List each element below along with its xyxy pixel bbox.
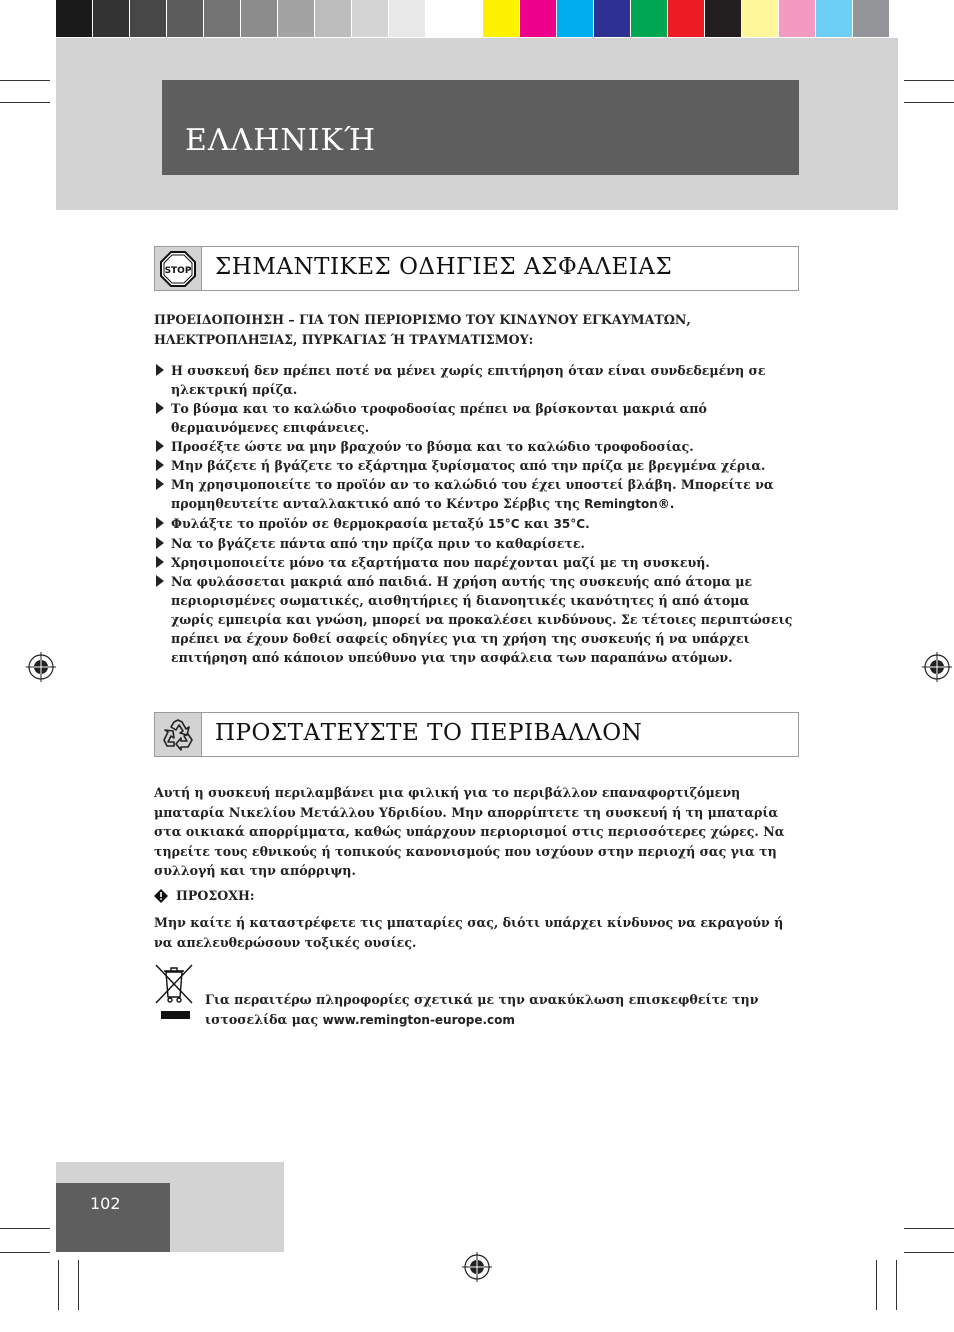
- color-swatch: [315, 0, 352, 37]
- color-swatch: [483, 0, 520, 37]
- color-swatch: [241, 0, 278, 37]
- stop-icon-cell: [155, 247, 202, 290]
- crop-mark: [904, 80, 954, 81]
- page-title: ΕΛΛΗΝΙΚΉ: [185, 123, 377, 158]
- stop-sign-icon: [160, 251, 196, 287]
- list-item: Χρησιμοποιείτε μόνο τα εξαρτήματα που παρέχονται μαζί με τη συσκευή.: [154, 553, 794, 572]
- page-number: 102: [90, 1194, 121, 1213]
- color-swatch: [167, 0, 204, 37]
- crop-mark: [58, 1260, 59, 1310]
- caution-heading: [154, 888, 255, 903]
- color-swatch: [668, 0, 705, 37]
- list-item: Μην βάζετε ή βγάζετε το εξάρτημα ξυρίσματος από την πρίζα με βρεγμένα χέρια.: [154, 456, 794, 475]
- list-item: Το βύσμα και το καλώδιο τροφοδοσίας πρέπει να βρίσκονται μακριά από θερμαινόμενες επιφάνειες.: [154, 399, 794, 437]
- crop-mark: [904, 1228, 954, 1229]
- color-swatch: [56, 0, 93, 37]
- caution-text: Μην καίτε ή καταστρέφετε τις μπαταρίες σας, διότι υπάρχει κίνδυνος να εκραγούν ή να απελευθερώσουν τοξικές ουσίες.: [154, 915, 784, 950]
- crop-mark: [0, 102, 50, 103]
- color-swatch: [426, 0, 463, 37]
- color-swatch: [705, 0, 742, 37]
- brand-name: Remington®.: [584, 497, 675, 511]
- crop-mark: [876, 1260, 877, 1310]
- crop-mark: [78, 1260, 79, 1310]
- crossed-out-bin-icon: [155, 963, 193, 1005]
- color-swatch: [557, 0, 594, 37]
- safety-instructions-list: [154, 361, 794, 667]
- color-swatch: [631, 0, 668, 37]
- caution-diamond-icon: [154, 889, 168, 903]
- color-swatch: [389, 0, 426, 37]
- list-item: Να φυλάσσεται μακριά από παιδιά. Η χρήση αυτής της συσκευής από άτομα με περιορισμένες σωματικές, αισθητήριες ή διανοητικές ικανότητες ή από άτομα χωρίς εμπειρία και γνώση, μπορεί να προκαλέσει κινδύνους. Σε τέτοιες περιπτώσεις πρέπει να έχουν δοθεί σαφείς οδηγίες για τη χρήση της συσκευής ή να υπάρχει επιτήρηση από κάποιον υπεύθυνο για την ασφάλεια των παραπάνω ατόμων.: [154, 572, 794, 667]
- list-item: Να το βγάζετε πάντα από την πρίζα πριν το καθαρίσετε.: [154, 534, 794, 553]
- list-item: Φυλάξτε το προϊόν σε θερμοκρασία μεταξύ 15°C και 35°C.: [154, 514, 794, 534]
- list-item: Προσέξτε ώστε να μην βραχούν το βύσμα και το καλώδιο τροφοδοσίας.: [154, 437, 794, 456]
- list-item: Η συσκευή δεν πρέπει ποτέ να μένει χωρίς επιτήρηση όταν είναι συνδεδεμένη σε ηλεκτρική πρίζα.: [154, 361, 794, 399]
- color-swatch: [742, 0, 779, 37]
- color-swatch: [520, 0, 557, 37]
- recycle-note: Για περαιτέρω πληροφορίες σχετικά με την ανακύκλωση επισκεφθείτε την ιστοσελίδα μας www.remington-europe.com: [205, 992, 759, 1027]
- environment-text: Αυτή η συσκευή περιλαμβάνει μια φιλική για το περιβάλλον επαναφορτιζόμενη μπαταρία Νικελίου Μετάλλου Υδριδίου. Μην απορρίπτετε τη συσκευή ή τη μπαταρία στα οικιακά απορρίμματα, καθώς υπάρχουν περιορισμοί στις περισσότερες χώρες. Να τηρείτε τους εθνικούς ή τοπικούς κανονισμούς που ισχύουν στην περιοχή σας για τη συλλογή και την απόρριψη.: [154, 785, 785, 878]
- color-swatch: [352, 0, 389, 37]
- temp-high: 35°C.: [553, 517, 590, 531]
- website-link[interactable]: www.remington-europe.com: [322, 1012, 515, 1027]
- color-swatch: [130, 0, 167, 37]
- color-swatch: [594, 0, 631, 37]
- crop-mark: [904, 102, 954, 103]
- temp-low: 15°C: [488, 517, 520, 531]
- color-swatch: [278, 0, 315, 37]
- crop-mark: [896, 1260, 897, 1310]
- caution-label: ΠΡΟΣΟΧΗ:: [176, 888, 255, 903]
- list-item: Μη χρησιμοποιείτε το προϊόν αν το καλώδιό του έχει υποστεί βλάβη. Μπορείτε να προμηθευτείτε ανταλλακτικό από το Κέντρο Σέρβις της Remington®.: [154, 475, 794, 514]
- color-swatch: [816, 0, 853, 37]
- recycle-icon-cell: [155, 713, 202, 756]
- color-swatch: [204, 0, 241, 37]
- environment-section-header: [154, 712, 799, 757]
- crop-mark: [904, 1252, 954, 1253]
- crop-mark: [0, 1252, 50, 1253]
- environment-section-title: ΠΡΟΣΤΑΤΕΥΣΤΕ ΤΟ ΠΕΡΙΒΑΛΛΟΝ: [215, 720, 643, 746]
- recycle-icon: [160, 718, 196, 752]
- registration-mark-icon: [462, 1252, 492, 1282]
- bin-underline-bar: [161, 1011, 190, 1019]
- grayscale-calibration-bar: [56, 0, 463, 38]
- safety-section-header: [154, 246, 799, 291]
- color-swatch: [93, 0, 130, 37]
- stop-sign-label: STOP: [164, 265, 192, 276]
- registration-mark-icon: [922, 652, 952, 682]
- color-swatch: [779, 0, 816, 37]
- safety-section-title: ΣΗΜΑΝΤΙΚΕΣ ΟΔΗΓΙΕΣ ΑΣΦΑΛΕΙΑΣ: [215, 254, 673, 280]
- color-swatch: [853, 0, 890, 37]
- crop-mark: [0, 1228, 50, 1229]
- crop-mark: [0, 80, 50, 81]
- registration-mark-icon: [26, 652, 56, 682]
- safety-warning-heading: ΠΡΟΕΙΔΟΠΟΙΗΣΗ – ΓΙΑ ΤΟΝ ΠΕΡΙΟΡΙΣΜΟ ΤΟΥ ΚΙΝΔΥΝΟΥ ΕΓΚΑΥΜΑΤΩΝ, ΗΛΕΚΤΡΟΠΛΗΞΙΑΣ, ΠΥΡΚΑΓΙΑΣ Ή ΤΡΑΥΜΑΤΙΣΜΟΥ:: [154, 312, 691, 347]
- color-calibration-bar: [483, 0, 890, 38]
